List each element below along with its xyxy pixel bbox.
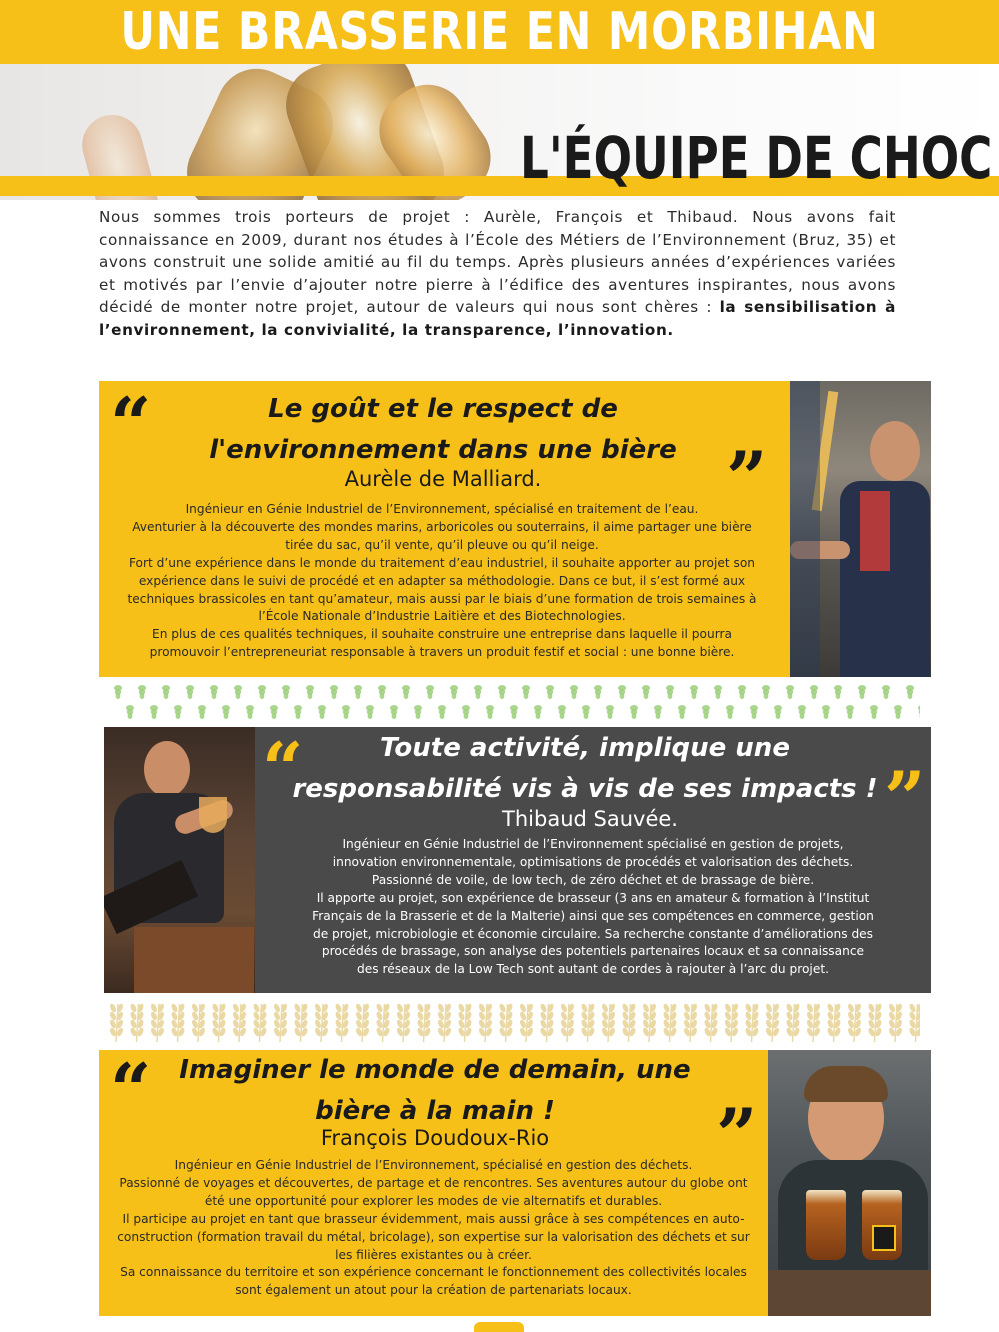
wheat-icon — [498, 1003, 513, 1042]
hop-icon — [186, 685, 194, 699]
wheat-icon — [744, 1003, 759, 1042]
bio-line: Ingénieur en Génie Industriel de l’Environnement, spécialisé en gestion des déchets. — [174, 1158, 693, 1172]
hop-icon — [834, 685, 842, 699]
hop-icon — [234, 685, 242, 699]
bio-line: été une opportunité pour explorer les modes de vie alternatifs et durables. — [204, 1193, 663, 1208]
hop-icon — [438, 705, 446, 719]
hop-icon — [714, 685, 722, 699]
wheat-icon — [110, 1003, 124, 1042]
bio-line: Ingénieur en Génie Industriel de l’Environnement spécialisé en gestion de projets, — [342, 837, 844, 851]
hop-icon — [666, 685, 674, 699]
wheat-icon — [478, 1003, 493, 1042]
member-name: François Doudoux-Rio — [320, 1126, 550, 1150]
member-quote-line1: Le goût et le respect de — [268, 394, 618, 424]
wheat-icon — [232, 1003, 247, 1042]
bio-line: Il participe au projet en tant que brasseur évidemment, mais aussi grâce à ses compétences en auto- — [122, 1211, 745, 1226]
member-quote-line2: responsabilité vis à vis de ses impacts ! — [292, 774, 878, 804]
hop-icon — [498, 685, 506, 699]
wheat-icon — [908, 1003, 920, 1042]
bio-line: de projet, microbiologie et économie circulaire. Sa recherche constante d’améliorations des — [312, 926, 874, 941]
member-name: Aurèle de Malliard. — [344, 467, 542, 491]
bio-line: En plus de ces qualités techniques, il souhaite construire une entreprise dans laquelle il pourra — [152, 627, 732, 642]
hop-icon — [198, 705, 206, 719]
hop-icon — [798, 705, 806, 719]
bio-line: Passionné de voile, de low tech, de zéro déchet et de brassage de bière. — [371, 872, 815, 887]
close-quote-icon: ” — [884, 755, 926, 840]
member-photo-thibaud — [104, 727, 255, 993]
member-quote-line1: Toute activité, implique une — [380, 733, 790, 763]
hop-icon — [774, 705, 782, 719]
wheat-icon — [539, 1003, 554, 1042]
bio-line: les filières existantes ou à créer. — [335, 1247, 532, 1262]
hop-icon — [150, 705, 158, 719]
member-quote-line1: Imaginer le monde de demain, une — [179, 1055, 691, 1085]
hop-icon — [762, 685, 770, 699]
member-photo-francois — [768, 1050, 931, 1316]
hop-icon — [822, 705, 830, 719]
hop-icon — [414, 705, 422, 719]
hop-icon — [678, 705, 686, 719]
hop-icon — [126, 705, 134, 719]
wheat-icon — [785, 1003, 800, 1042]
wheat-icon — [826, 1003, 841, 1042]
wheat-icon — [416, 1003, 431, 1042]
intro-paragraph — [99, 206, 896, 342]
wheat-icon — [293, 1003, 308, 1042]
hop-icon — [450, 685, 458, 699]
bio-line: Aventurier à la découverte des mondes marins, arboricoles ou souterrains, il aime partager une bière — [132, 519, 752, 534]
hop-icon — [474, 685, 482, 699]
member-name: Thibaud Sauvée. — [502, 807, 678, 831]
hop-icon — [558, 705, 566, 719]
wheat-icon — [457, 1003, 472, 1042]
wheat-icon — [252, 1003, 267, 1042]
bio-line: Français de la Brasserie et de la Malterie) ainsi que ses compétences en commerce, gestion — [312, 908, 874, 923]
bio-line: Fort d’une expérience dans le monde du traitement d’eau industriel, il souhaite apporter au projet son — [128, 555, 756, 570]
wheat-icon — [703, 1003, 718, 1042]
wheat-icon — [683, 1003, 698, 1042]
hop-icon — [354, 685, 362, 699]
wheat-pattern — [110, 998, 920, 1044]
wheat-icon — [847, 1003, 862, 1042]
hop-icon — [738, 685, 746, 699]
close-quote-icon: ” — [726, 435, 768, 520]
wheat-icon — [437, 1003, 452, 1042]
wheat-icon — [150, 1003, 165, 1042]
hop-icon — [582, 705, 590, 719]
member-bio — [258, 836, 928, 979]
bio-line: construction (formation travail du métal, bricolage), son expertise sur la valorisation des déchets et sur — [117, 1229, 750, 1244]
hop-icon — [690, 685, 698, 699]
close-quote-icon: ” — [716, 1092, 758, 1177]
hop-icon — [270, 705, 278, 719]
hop-icon — [642, 685, 650, 699]
hop-icon — [378, 685, 386, 699]
bio-line: techniques brassicoles en tant qu’amateur, mais aussi par le biais d’une formation de trois semaines à — [127, 591, 757, 606]
bio-line: sont également un atout pour la création de partenariats locaux. — [235, 1283, 632, 1298]
intro-values: la sensibilisation à l’environnement, la convivialité, la transparence, l’innovation. — [99, 298, 896, 339]
bio-line: promouvoir l’entrepreneuriat responsable à travers un produit festif et social : une bonne bière. — [149, 645, 735, 660]
hop-icon — [330, 685, 338, 699]
hop-divider — [110, 680, 920, 724]
hop-icon — [810, 685, 818, 699]
hop-icon — [534, 705, 542, 719]
wheat-icon — [355, 1003, 370, 1042]
hop-icon — [294, 705, 302, 719]
bio-line: innovation environnementale, optimisations de procédés et valorisation des déchets. — [332, 854, 854, 869]
wheat-icon — [806, 1003, 821, 1042]
hop-icon — [882, 685, 890, 699]
hop-icon — [306, 685, 314, 699]
wheat-icon — [314, 1003, 329, 1042]
wheat-icon — [560, 1003, 575, 1042]
bio-line: des réseaux de la Low Tech sont autant de cordes à rajouter à l’arc du projet. — [357, 962, 829, 977]
hop-icon — [138, 685, 146, 699]
hop-icon — [870, 705, 878, 719]
hop-icon — [570, 685, 578, 699]
wheat-icon — [642, 1003, 657, 1042]
hop-icon — [630, 705, 638, 719]
open-quote-icon: “ — [110, 381, 152, 466]
hop-icon — [846, 705, 854, 719]
member-quote-line2: l'environnement dans une bière — [209, 435, 677, 465]
bio-line: tirée du sac, qu’il vente, qu’il pleuve ou qu’il neige. — [285, 537, 599, 552]
hop-icon — [606, 705, 614, 719]
hop-icon — [594, 685, 602, 699]
member-bio — [100, 1157, 767, 1300]
bio-line: expérience dans le suivi de procédé et en adapter sa méthodologie. Dans ce but, il s’est formé aux — [138, 573, 746, 588]
wheat-icon — [375, 1003, 390, 1042]
hop-icon — [522, 685, 530, 699]
hop-icon — [366, 705, 374, 719]
hop-icon — [114, 685, 122, 699]
bio-line: Ingénieur en Génie Industriel de l’Environnement, spécialisé en traitement de l’eau. — [185, 502, 699, 516]
wheat-icon — [601, 1003, 616, 1042]
wheat-icon — [867, 1003, 882, 1042]
hop-icon — [174, 705, 182, 719]
hop-icon — [786, 685, 794, 699]
hop-icon — [858, 685, 866, 699]
hop-icon — [906, 685, 914, 699]
hop-icon — [618, 685, 626, 699]
hop-icon — [390, 705, 398, 719]
hop-icon — [342, 705, 350, 719]
open-quote-icon: “ — [262, 726, 304, 811]
bio-line: Passionné de voyages et découvertes, de partage et de rencontres. Ses aventures autour du globe ont — [119, 1175, 748, 1190]
bio-line: Sa connaissance du territoire et son expérience concernant le fonctionnement des collectivités locales — [120, 1265, 747, 1280]
wheat-icon — [191, 1003, 206, 1042]
hop-icon — [426, 685, 434, 699]
hop-icon — [162, 685, 170, 699]
wheat-icon — [519, 1003, 534, 1042]
bio-line: procédés de brassage, son analyse des potentiels partenaires locaux et sa connaissance — [321, 944, 865, 959]
hop-icon — [222, 705, 230, 719]
hop-icon — [210, 685, 218, 699]
hop-icon — [654, 705, 662, 719]
page-tab — [474, 1322, 524, 1332]
wheat-icon — [273, 1003, 288, 1042]
hop-icon — [726, 705, 734, 719]
hop-icon — [510, 705, 518, 719]
member-bio — [104, 501, 780, 662]
open-quote-icon: “ — [110, 1047, 152, 1132]
hop-pattern — [110, 680, 920, 724]
hop-icon — [462, 705, 470, 719]
hop-icon — [702, 705, 710, 719]
wheat-icon — [724, 1003, 739, 1042]
hop-icon — [402, 685, 410, 699]
hop-icon — [258, 685, 266, 699]
wheat-icon — [170, 1003, 185, 1042]
wheat-icon — [129, 1003, 144, 1042]
hop-icon — [282, 685, 290, 699]
page-title: UNE BRASSERIE EN MORBIHAN — [120, 2, 879, 62]
hop-icon — [318, 705, 326, 719]
hop-icon — [894, 705, 902, 719]
wheat-icon — [211, 1003, 226, 1042]
member-photo-aurele — [790, 381, 931, 677]
wheat-icon — [765, 1003, 780, 1042]
hop-icon — [486, 705, 494, 719]
wheat-icon — [662, 1003, 677, 1042]
wheat-divider — [110, 998, 920, 1044]
intro-text: Nous sommes trois porteurs de projet : Aurèle, François et Thibaud. Nous avons fait connaissance en 2009, durant nos études à l’École des Métiers de l’Environnement (Bruz, 35) et avons construit une solide amitié au fil du temps. Après plusieurs années d’expériences variées et motivés par l’envie d’ajouter notre pierre à l’édifice des aventures inspirantes, nous avons décidé de monter notre projet, autour de valeurs qui nous sont chères : — [99, 208, 896, 317]
wheat-icon — [888, 1003, 903, 1042]
bio-line: l’École Nationale d’Industrie Laitière et des Biotechnologies. — [258, 609, 626, 624]
wheat-icon — [621, 1003, 636, 1042]
hop-icon — [918, 705, 920, 719]
hop-icon — [546, 685, 554, 699]
hop-icon — [750, 705, 758, 719]
bio-line: Il apporte au projet, son expérience de brasseur (3 ans en amateur & formation à l’Institut — [316, 890, 870, 905]
wheat-icon — [396, 1003, 411, 1042]
hop-icon — [246, 705, 254, 719]
member-quote-line2: bière à la main ! — [315, 1096, 555, 1126]
wheat-icon — [334, 1003, 349, 1042]
wheat-icon — [580, 1003, 595, 1042]
section-title: L'ÉQUIPE DE CHOC — [520, 124, 993, 192]
